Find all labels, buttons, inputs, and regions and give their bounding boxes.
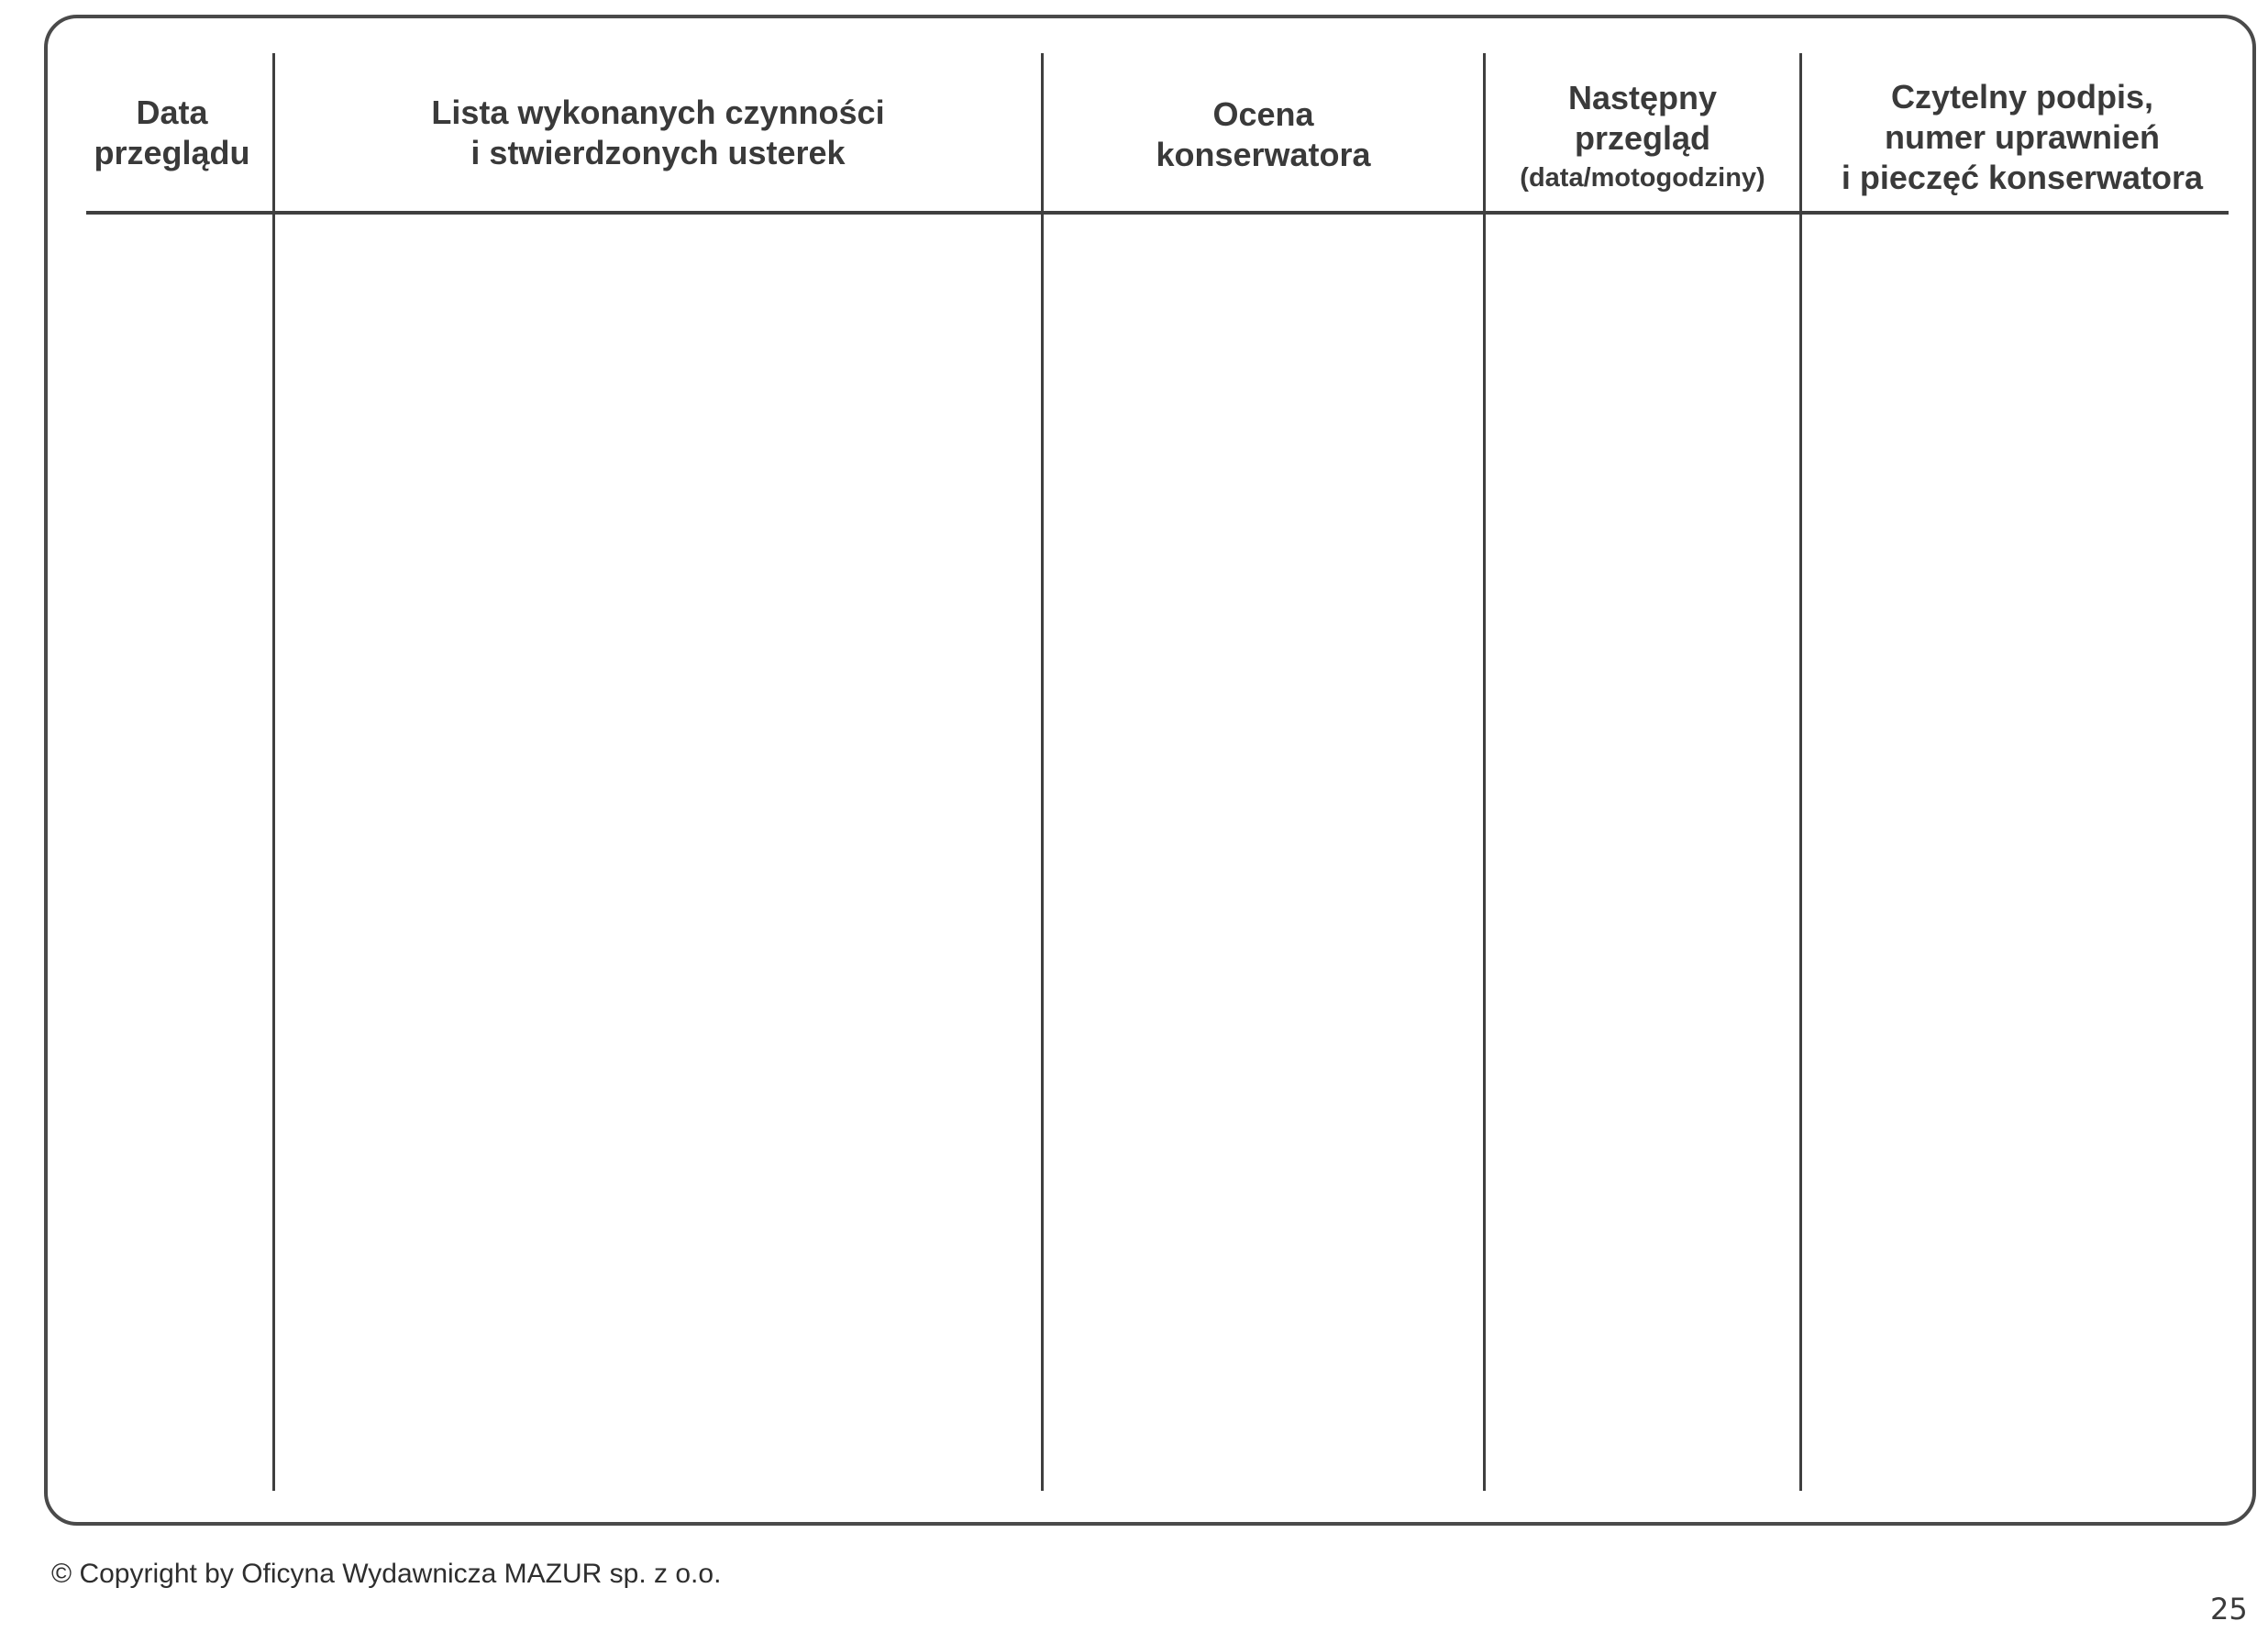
header-divider: [86, 211, 2229, 215]
page-number: 25: [2210, 1592, 2248, 1626]
column-header-activities: [275, 83, 1041, 183]
column-header-date-line-2: przeglądu: [94, 134, 250, 171]
column-header-assessment-line-2: konserwatora: [1156, 136, 1371, 173]
column-divider: [1041, 53, 1044, 1491]
column-divider: [1799, 53, 1802, 1491]
column-header-date-line-1: Data: [136, 94, 208, 132]
column-header-next-inspection: [1486, 73, 1799, 202]
column-header-next-inspection-note: (data/motogodziny): [1520, 162, 1765, 193]
column-header-activities-line-1: Lista wykonanych czynności: [431, 94, 885, 132]
column-header-assessment: [1044, 84, 1483, 185]
column-header-activities-line-2: i stwierdzonych usterek: [470, 134, 846, 171]
column-header-next-inspection-line-2: przegląd: [1574, 118, 1711, 157]
copyright-notice: © Copyright by Oficyna Wydawnicza MAZUR sp. z o.o.: [51, 1559, 722, 1589]
column-divider: [272, 53, 275, 1491]
column-header-signature-line-2: numer uprawnień: [1884, 118, 2161, 157]
column-header-date: [73, 83, 271, 183]
column-header-signature: [1802, 73, 2242, 202]
column-header-signature-line-1: Czytelny podpis,: [1890, 78, 2154, 116]
column-divider: [1483, 53, 1486, 1491]
column-header-next-inspection-line-1: Następny: [1567, 79, 1718, 117]
column-header-assessment-line-1: Ocena: [1212, 95, 1314, 134]
inspection-log-table-frame: [44, 15, 2256, 1526]
column-header-signature-line-3: i pieczęć konserwatora: [1841, 158, 2204, 196]
